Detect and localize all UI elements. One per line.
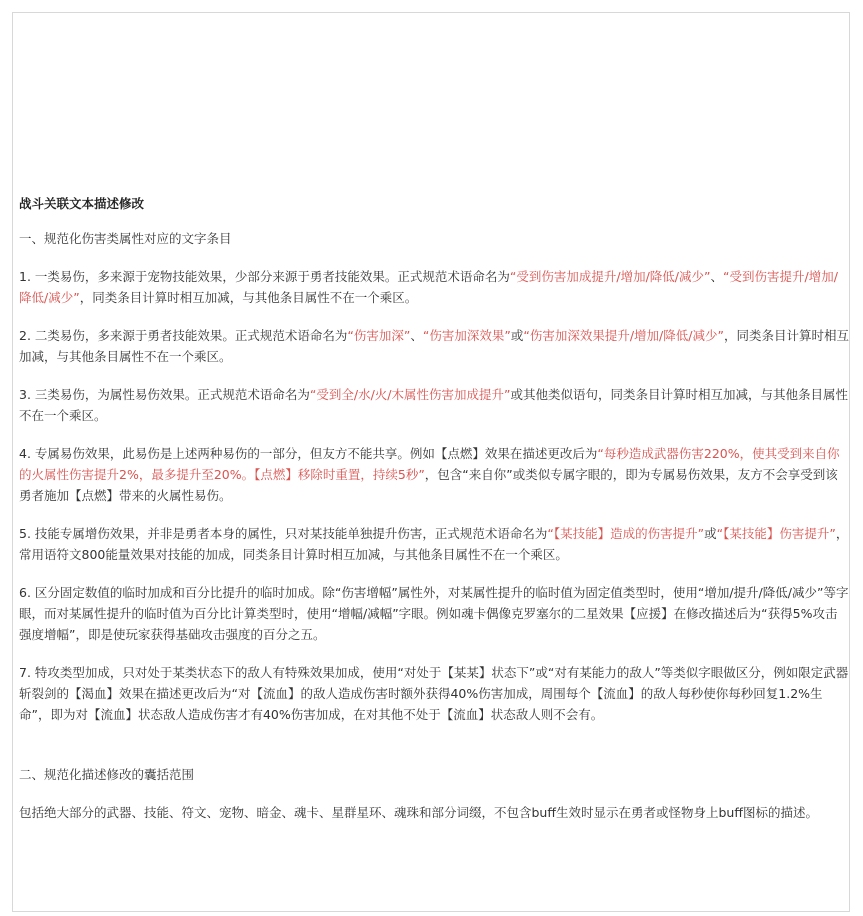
p1-text-c: ，同类条目计算时相互加减，与其他条目属性不在一个乘区。 bbox=[79, 290, 418, 305]
paragraph-7: 7. 特攻类型加成，只对处于某类状态下的敌人有特殊效果加成，使用“对处于【某某】状态下”或“对有某能力的敌人”等类似字眼做区分，例如限定武器斩裂剑的【渴血】效果在描述更改后为“对【流血】的敌人造成伤害时额外获得40%伤害加成，周围每个【流血】的敌人每秒使你每秒回复1.2%生命”，即为对【流血】状态敌人造成伤害才有40%伤害加成，在对其他不处于【流血】状态敌人则不会有。 bbox=[19, 665, 849, 722]
document-content bbox=[19, 193, 849, 840]
p2-highlight-1: “伤害加深” bbox=[347, 328, 411, 343]
paragraph-5 bbox=[19, 523, 849, 565]
p5-text-c: ，常用语符文800能量效果对技能的加成，同类条目计算时相互加减，与其他条目属性不在一个乘区。 bbox=[19, 526, 849, 562]
paragraph-2 bbox=[19, 325, 849, 367]
document-title: 战斗关联文本描述修改 bbox=[19, 196, 145, 211]
p4-highlight-1: “每秒造成武器伤害220%，使其受到来自你的火属性伤害提升2%，最多提升至20%。【点燃】移除时重置，持续5秒” bbox=[19, 446, 840, 482]
paragraph-1 bbox=[19, 266, 849, 308]
p1-text-a: 1. 一类易伤，多来源于宠物技能效果，少部分来源于勇者技能效果。正式规范术语命名为 bbox=[19, 269, 510, 284]
p1-text-b: 、 bbox=[710, 269, 724, 284]
p3-text-a: 3. 三类易伤，为属性易伤效果。正式规范术语命名为 bbox=[19, 387, 310, 402]
paragraph-8: 包括绝大部分的武器、技能、符文、宠物、暗金、魂卡、星群星环、魂珠和部分词缀，不包含buff生效时显示在勇者或怪物身上buff图标的描述。 bbox=[19, 805, 818, 820]
paragraph-6: 6. 区分固定数值的临时加成和百分比提升的临时加成。除“伤害增幅”属性外，对某属性提升的临时值为固定值类型时，使用“增加/提升/降低/减少”等字眼，而对某属性提升的临时值为百分比计算类型时，使用“增幅/减幅”字眼。例如魂卡偶像克罗塞尔的二星效果【应援】在修改描述后为“获得5%攻击强度增幅”，即是使玩家获得基础攻击强度的百分之五。 bbox=[19, 585, 849, 642]
p3-highlight-1: “受到全/水/火/木属性伤害加成提升” bbox=[309, 387, 511, 402]
p5-text-a: 5. 技能专属增伤效果，并非是勇者本身的属性，只对某技能单独提升伤害，正式规范术语命名为 bbox=[19, 526, 548, 541]
p2-text-a: 2. 二类易伤，多来源于勇者技能效果。正式规范术语命名为 bbox=[19, 328, 348, 343]
section-heading-2: 二、规范化描述修改的囊括范围 bbox=[19, 767, 195, 782]
p5-text-b: 或 bbox=[704, 526, 717, 541]
p5-highlight-2: “【某技能】伤害提升” bbox=[716, 526, 836, 541]
p1-highlight-2: “受到伤害提升/增加/降低/减少” bbox=[19, 269, 838, 305]
paragraph-4 bbox=[19, 443, 849, 506]
p2-text-c: 或 bbox=[510, 328, 524, 343]
document-page bbox=[12, 12, 850, 912]
p2-text-d: ，同类条目计算时相互加减，与其他条目属性不在一个乘区。 bbox=[19, 328, 849, 364]
p4-text-a: 4. 专属易伤效果，此易伤是上述两种易伤的一部分，但友方不能共享。例如【点燃】效果在描述更改后为 bbox=[19, 446, 598, 461]
p5-highlight-1: “【某技能】造成的伤害提升” bbox=[547, 526, 705, 541]
p2-highlight-3: “伤害加深效果提升/增加/降低/减少” bbox=[523, 328, 724, 343]
p4-text-b: ，包含“来自你”或类似专属字眼的，即为专属易伤效果，友方不会享受到该勇者施加【点燃】带来的火属性易伤。 bbox=[19, 467, 838, 503]
p3-text-b: 或其他类似语句，同类条目计算时相互加减，与其他条目属性不在一个乘区。 bbox=[19, 387, 849, 423]
paragraph-3 bbox=[19, 384, 849, 426]
p2-text-b: 、 bbox=[410, 328, 423, 343]
section-heading-1: 一、规范化伤害类属性对应的文字条目 bbox=[19, 231, 232, 246]
p2-highlight-2: “伤害加深效果” bbox=[422, 328, 511, 343]
p1-highlight-1: “受到伤害加成提升/增加/降低/减少” bbox=[509, 269, 711, 284]
spacer bbox=[19, 742, 849, 764]
